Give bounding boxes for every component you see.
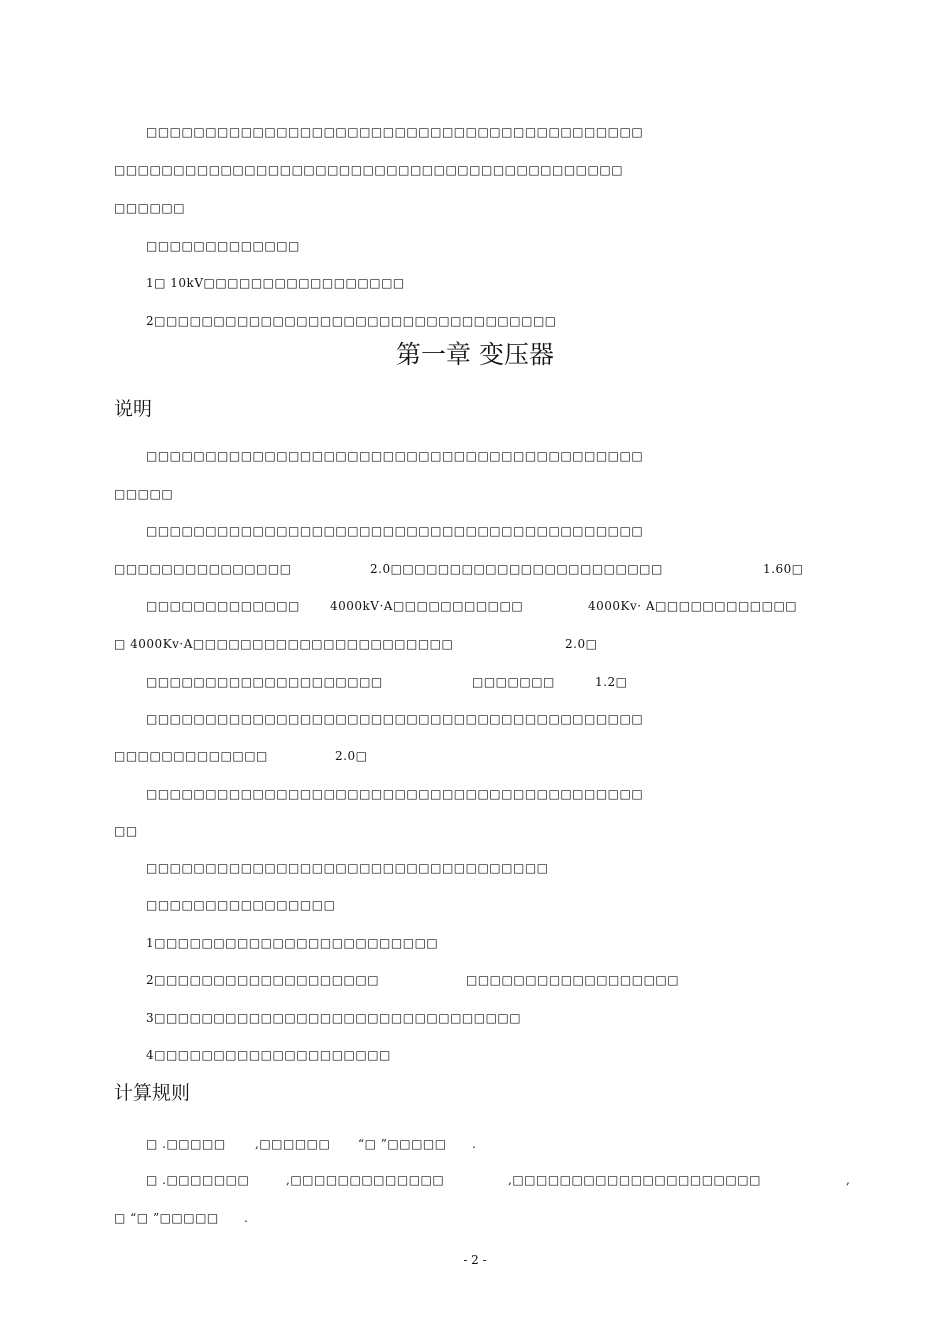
- text-line: □ 4000Kv·A□□□□□□□□□□□□□□□□□□□□□□: [114, 637, 454, 651]
- text-line: □□: [114, 824, 138, 838]
- text-line: 4000kV·A□□□□□□□□□□□: [330, 599, 524, 613]
- text-line: ,□□□□□□□□□□□□□: [286, 1173, 445, 1187]
- text-line: □□□□□□□: [472, 675, 555, 689]
- text-line: ,□□□□□□: [255, 1137, 331, 1151]
- text-line: □□□□□: [114, 487, 174, 501]
- text-line: □□□□□□□□□□□□□: [146, 239, 300, 253]
- text-line: 2□□□□□□□□□□□□□□□□□□□: [146, 973, 380, 987]
- text-line: .: [472, 1137, 477, 1151]
- text-line: 3□□□□□□□□□□□□□□□□□□□□□□□□□□□□□□□: [146, 1011, 522, 1025]
- text-line: .: [244, 1211, 249, 1225]
- text-line: 4000Kv· A□□□□□□□□□□□□: [588, 599, 798, 613]
- text-line: □□□□□□: [114, 201, 186, 215]
- chapter-title: 第一章 变压器: [396, 340, 554, 369]
- text-line: 1□ 10kV□□□□□□□□□□□□□□□□□: [146, 276, 405, 290]
- text-line: □□□□□□□□□□□□□□□: [114, 562, 292, 576]
- section-heading-calculation-rules: 计算规则: [114, 1082, 191, 1104]
- text-line: □□□□□□□□□□□□□□□□□□□□□□□□□□□□□□□□□□□□□□□□□□: [146, 712, 644, 726]
- text-line: □□□□□□□□□□□□□□□□□□□□□□□□□□□□□□□□□□□□□□□□□□: [146, 524, 644, 538]
- text-line: □□□□□□□□□□□□□□□□□□□□□□□□□□□□□□□□□□□□□□□□□□: [146, 449, 644, 463]
- text-line: 1.60□: [763, 562, 804, 576]
- text-line: □□□□□□□□□□□□□□□□□□□□: [146, 675, 383, 689]
- text-line: 4□□□□□□□□□□□□□□□□□□□□: [146, 1048, 391, 1062]
- text-line: □□□□□□□□□□□□□: [146, 599, 300, 613]
- text-line: □□□□□□□□□□□□□□□□□□: [466, 973, 680, 987]
- text-line: “□ ”□□□□□: [358, 1137, 447, 1151]
- text-line: 2.0□: [565, 637, 598, 651]
- text-line: □ .□□□□□□□: [146, 1173, 250, 1187]
- text-line: □□□□□□□□□□□□□□□□□□□□□□□□□□□□□□□□□□□□□□□□□□: [146, 125, 644, 139]
- text-line: □□□□□□□□□□□□□□□□□□□□□□□□□□□□□□□□□□: [146, 861, 549, 875]
- text-line: 2.0□: [335, 749, 368, 763]
- text-line: 2.0□□□□□□□□□□□□□□□□□□□□□□□: [370, 562, 663, 576]
- text-line: □ .□□□□□: [146, 1137, 226, 1151]
- text-line: □□□□□□□□□□□□□□□□□□□□□□□□□□□□□□□□□□□□□□□□□□□: [114, 163, 624, 177]
- text-line: ,: [846, 1173, 851, 1187]
- text-line: □ “□ ”□□□□□: [114, 1211, 219, 1225]
- text-line: □□□□□□□□□□□□□□□□□□□□□□□□□□□□□□□□□□□□□□□□□□: [146, 787, 644, 801]
- text-line: 1.2□: [595, 675, 628, 689]
- text-line: ,□□□□□□□□□□□□□□□□□□□□□: [508, 1173, 761, 1187]
- text-line: 1□□□□□□□□□□□□□□□□□□□□□□□□: [146, 936, 439, 950]
- text-line: □□□□□□□□□□□□□□□□: [146, 898, 336, 912]
- page-number: - 2 -: [463, 1253, 487, 1267]
- text-line: □□□□□□□□□□□□□: [114, 749, 268, 763]
- section-heading-description: 说明: [114, 398, 153, 420]
- text-line: 2□□□□□□□□□□□□□□□□□□□□□□□□□□□□□□□□□□: [146, 314, 557, 328]
